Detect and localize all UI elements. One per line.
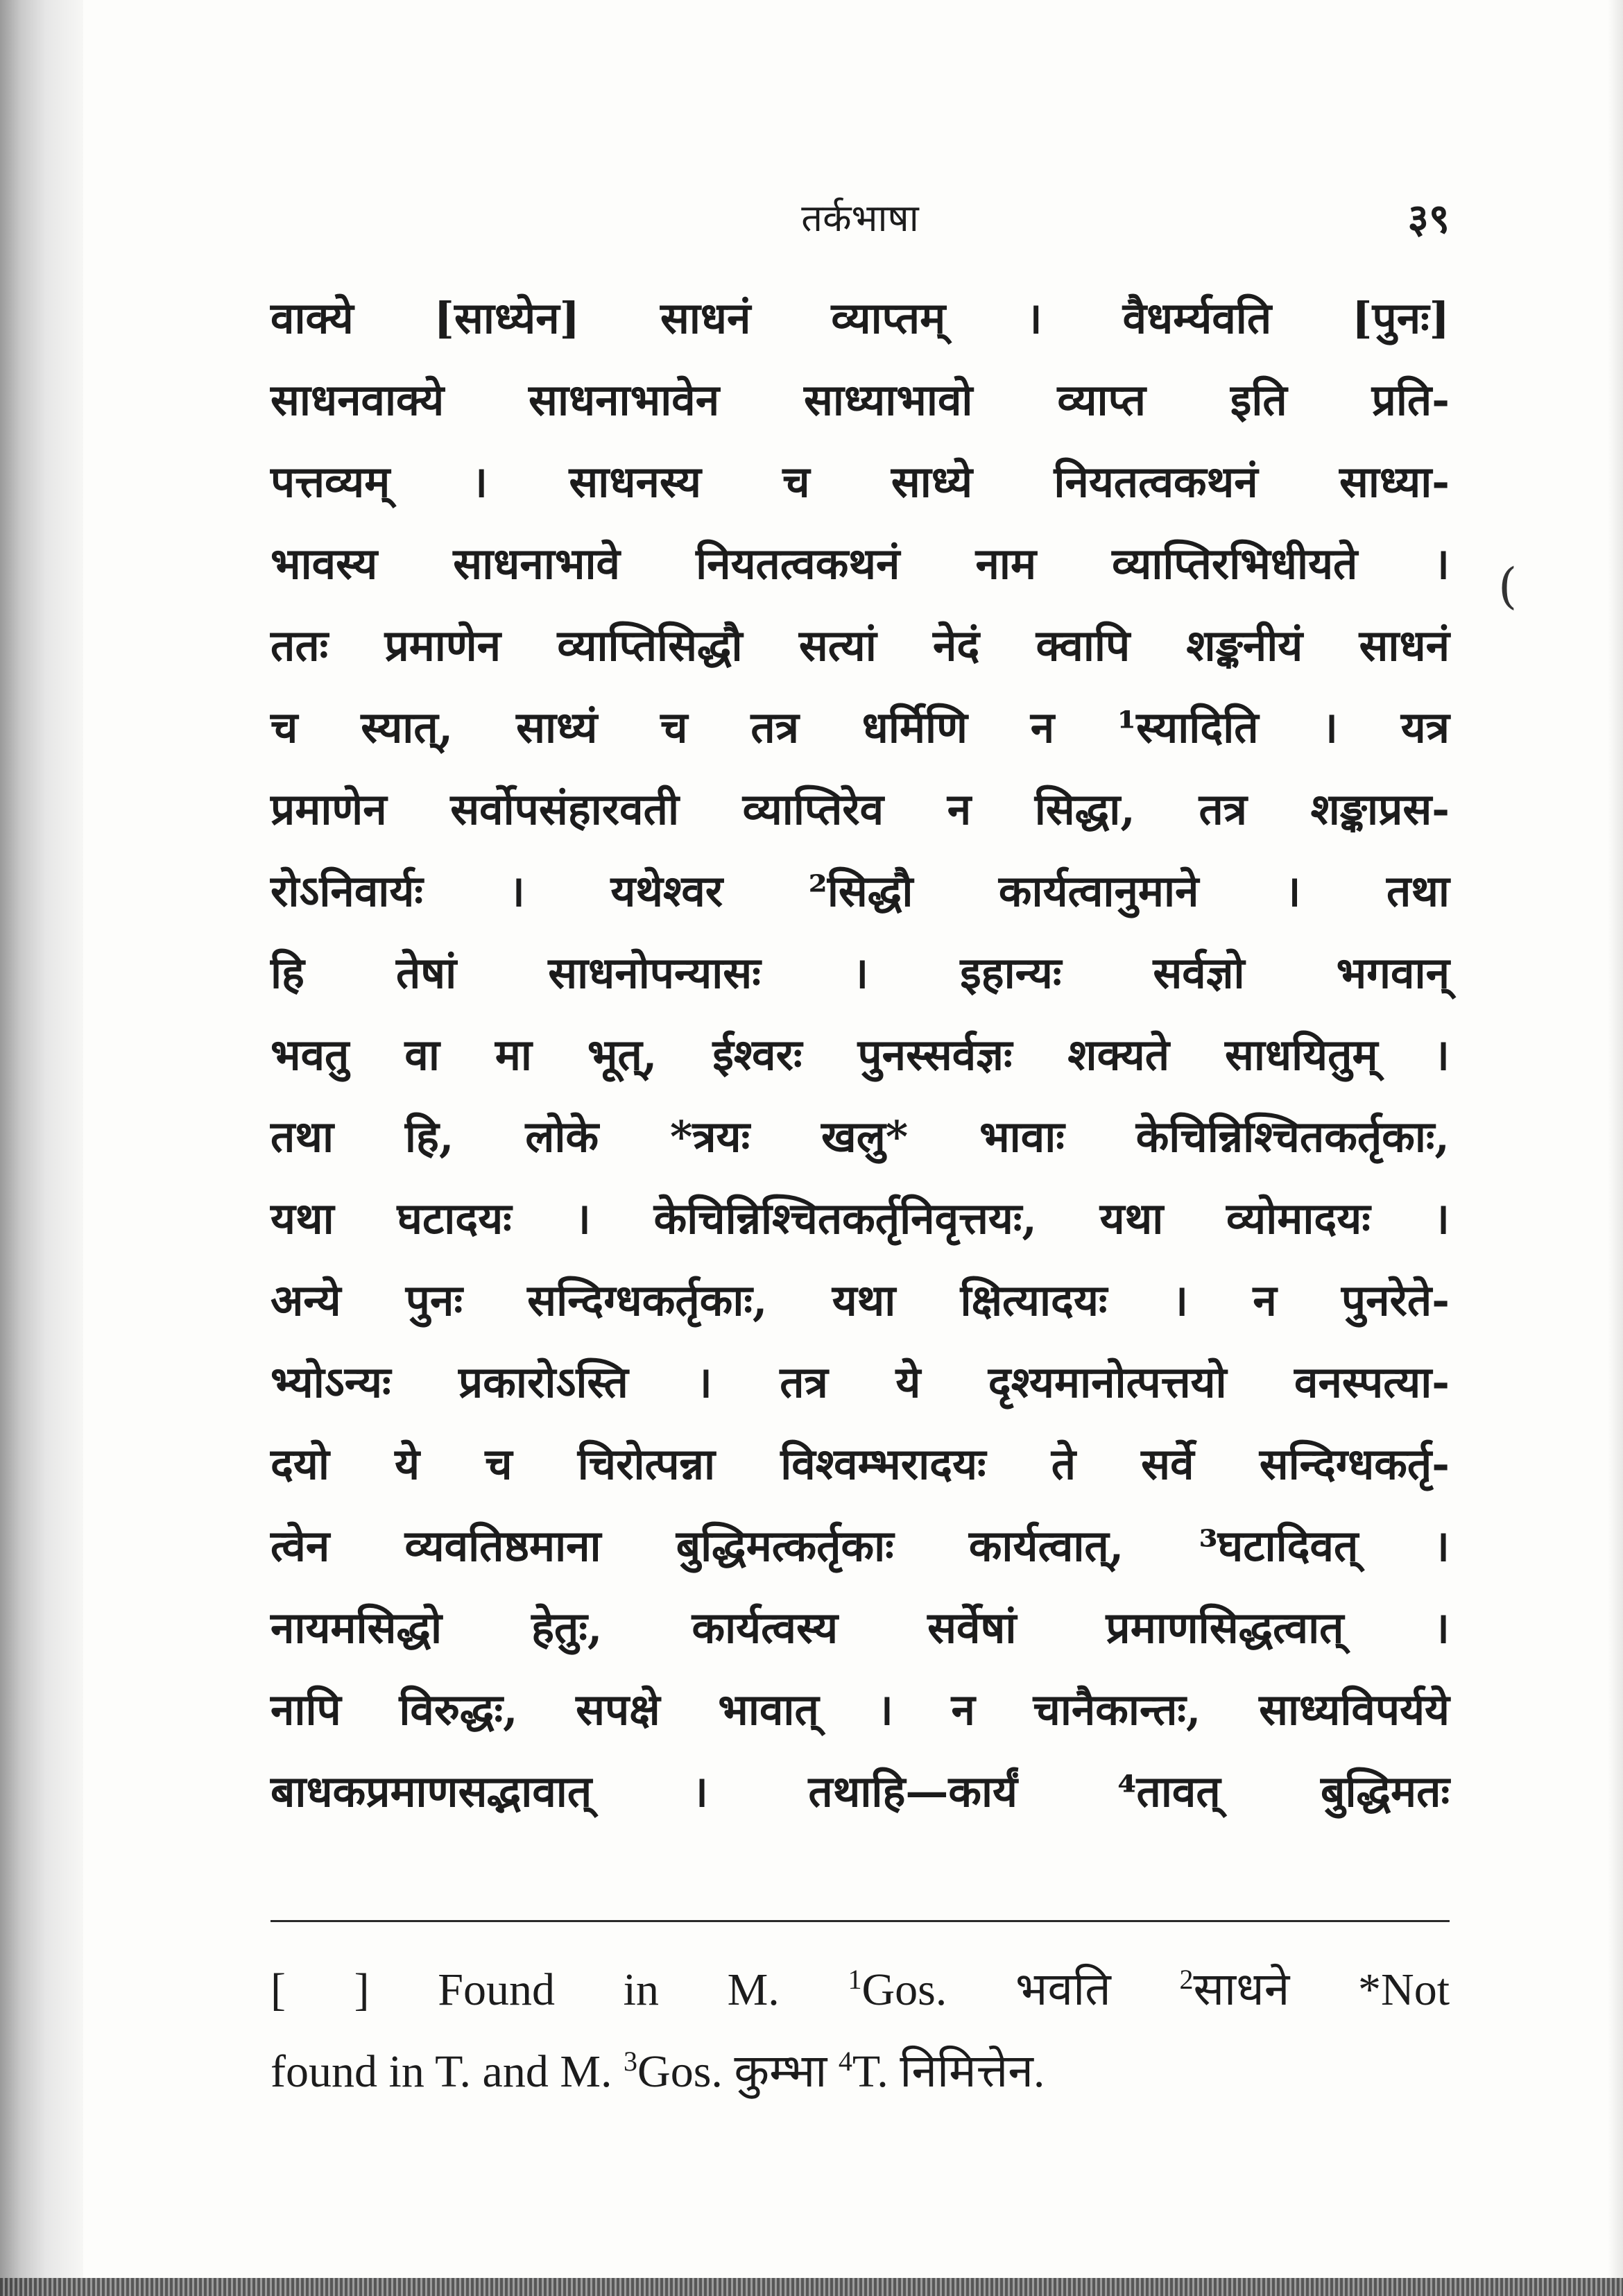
text-line: यथा घटादयः । केचिन्निश्चितकर्तृनिवृत्तयः, यथा व्योमादयः । bbox=[270, 1193, 1450, 1244]
text-line: बाधकप्रमाणसद्भावात् । तथाहि—कार्यं ⁴तावत् बुद्धिमतः bbox=[270, 1766, 1450, 1817]
text-line: नापि विरुद्धः, सपक्षे भावात् । न चानैकान्तः, साध्यविपर्यये bbox=[270, 1684, 1450, 1735]
footnote-variant-nimittena: निमित्तेन. bbox=[900, 2046, 1045, 2097]
page-number: ३९ bbox=[1407, 195, 1450, 242]
footnote-gos-1: Gos. bbox=[861, 1964, 947, 2015]
book-binding-shadow bbox=[0, 0, 83, 2296]
text-line: दयो ये च चिरोत्पन्ना विश्वम्भरादयः ते सर्वे सन्दिग्धकर्तृ- bbox=[270, 1439, 1450, 1489]
footnote-rule bbox=[270, 1920, 1450, 1922]
running-title: तर्कभाषा bbox=[801, 196, 919, 240]
footnote-line-1 bbox=[270, 1939, 1450, 2021]
footnotes bbox=[270, 1939, 1450, 2102]
text-line: भवतु वा मा भूत्, ईश्वरः पुनस्सर्वज्ञः शक्यते साधयितुम् । bbox=[270, 1029, 1450, 1080]
page-header bbox=[270, 187, 1450, 250]
text-line: पत्तव्यम् । साधनस्य च साध्ये नियतत्वकथनं साध्या- bbox=[270, 456, 1450, 507]
text-line: वाक्ये [साध्येन] साधनं व्याप्तम् । वैधर्म्यवति [पुनः] bbox=[270, 293, 1450, 343]
footnote-marker-3: 3 bbox=[624, 2046, 638, 2077]
text-line: ततः प्रमाणेन व्याप्तिसिद्धौ सत्यां नेदं क्वापि शङ्कनीयं साधनं bbox=[270, 620, 1450, 671]
text-line: च स्यात्, साध्यं च तत्र धर्मिणि न ¹स्यादिति । यत्र bbox=[270, 702, 1450, 753]
footnote-variant-kumbha: कुम्भा bbox=[734, 2046, 827, 2097]
footnote-bracket: [ ] bbox=[270, 1964, 370, 2015]
footnote-marker-4: 4 bbox=[838, 2046, 852, 2077]
footnote-gos-3: Gos. bbox=[637, 2046, 723, 2097]
text-line: त्वेन व्यवतिष्ठमाना बुद्धिमत्कर्तृकाः कार्यत्वात्, ³घटादिवत् । bbox=[270, 1520, 1450, 1571]
margin-pencil-mark: ( bbox=[1498, 558, 1518, 615]
text-line: साधनवाक्ये साधनाभावेन साध्याभावो व्याप्त इति प्रति- bbox=[270, 375, 1450, 425]
footnote-marker-1: 1 bbox=[848, 1964, 862, 1995]
text-line: प्रमाणेन सर्वोपसंहारवती व्याप्तिरेव न सिद्धा, तत्र शङ्काप्रस- bbox=[270, 784, 1450, 834]
scan-bottom-strip bbox=[0, 2278, 1623, 2296]
text-line: भावस्य साधनाभावे नियतत्वकथनं नाम व्याप्तिरभिधीयते । bbox=[270, 538, 1450, 589]
text-line: रोऽनिवार्यः । यथेश्वर ²सिद्धौ कार्यत्वानुमाने । तथा bbox=[270, 866, 1450, 916]
text-line: अन्ये पुनः सन्दिग्धकर्तृकाः, यथा क्षित्यादयः । न पुनरेते- bbox=[270, 1275, 1450, 1326]
footnote-variant-bhavati: भवति bbox=[1015, 1964, 1111, 2015]
footnote-marker-2: 2 bbox=[1179, 1964, 1194, 1995]
footnote-found-tm: found in T. and M. bbox=[270, 2046, 612, 2097]
footnote-variant-sadhane: साधने bbox=[1193, 1964, 1290, 2015]
sanskrit-body-text bbox=[270, 277, 1450, 1833]
footnote-found-m: Found in M. bbox=[438, 1964, 780, 2015]
footnote-line-2 bbox=[270, 2021, 1450, 2102]
text-line: तथा हि, लोके *त्रयः खलु* भावाः केचिन्निश्चितकर्तृकाः, bbox=[270, 1111, 1450, 1162]
text-line: भ्योऽन्यः प्रकारोऽस्ति । तत्र ये दृश्यमानोत्पत्तयो वनस्पत्या- bbox=[270, 1357, 1450, 1407]
text-line: नायमसिद्धो हेतुः, कार्यत्वस्य सर्वेषां प्रमाणसिद्धत्वात् । bbox=[270, 1602, 1450, 1653]
page-edge-shadow bbox=[1608, 0, 1623, 2296]
footnote-not-found: *Not bbox=[1358, 1964, 1450, 2015]
text-line: हि तेषां साधनोपन्यासः । इहान्यः सर्वज्ञो भगवान् bbox=[270, 948, 1450, 998]
footnote-t-4: T. bbox=[852, 2046, 888, 2097]
